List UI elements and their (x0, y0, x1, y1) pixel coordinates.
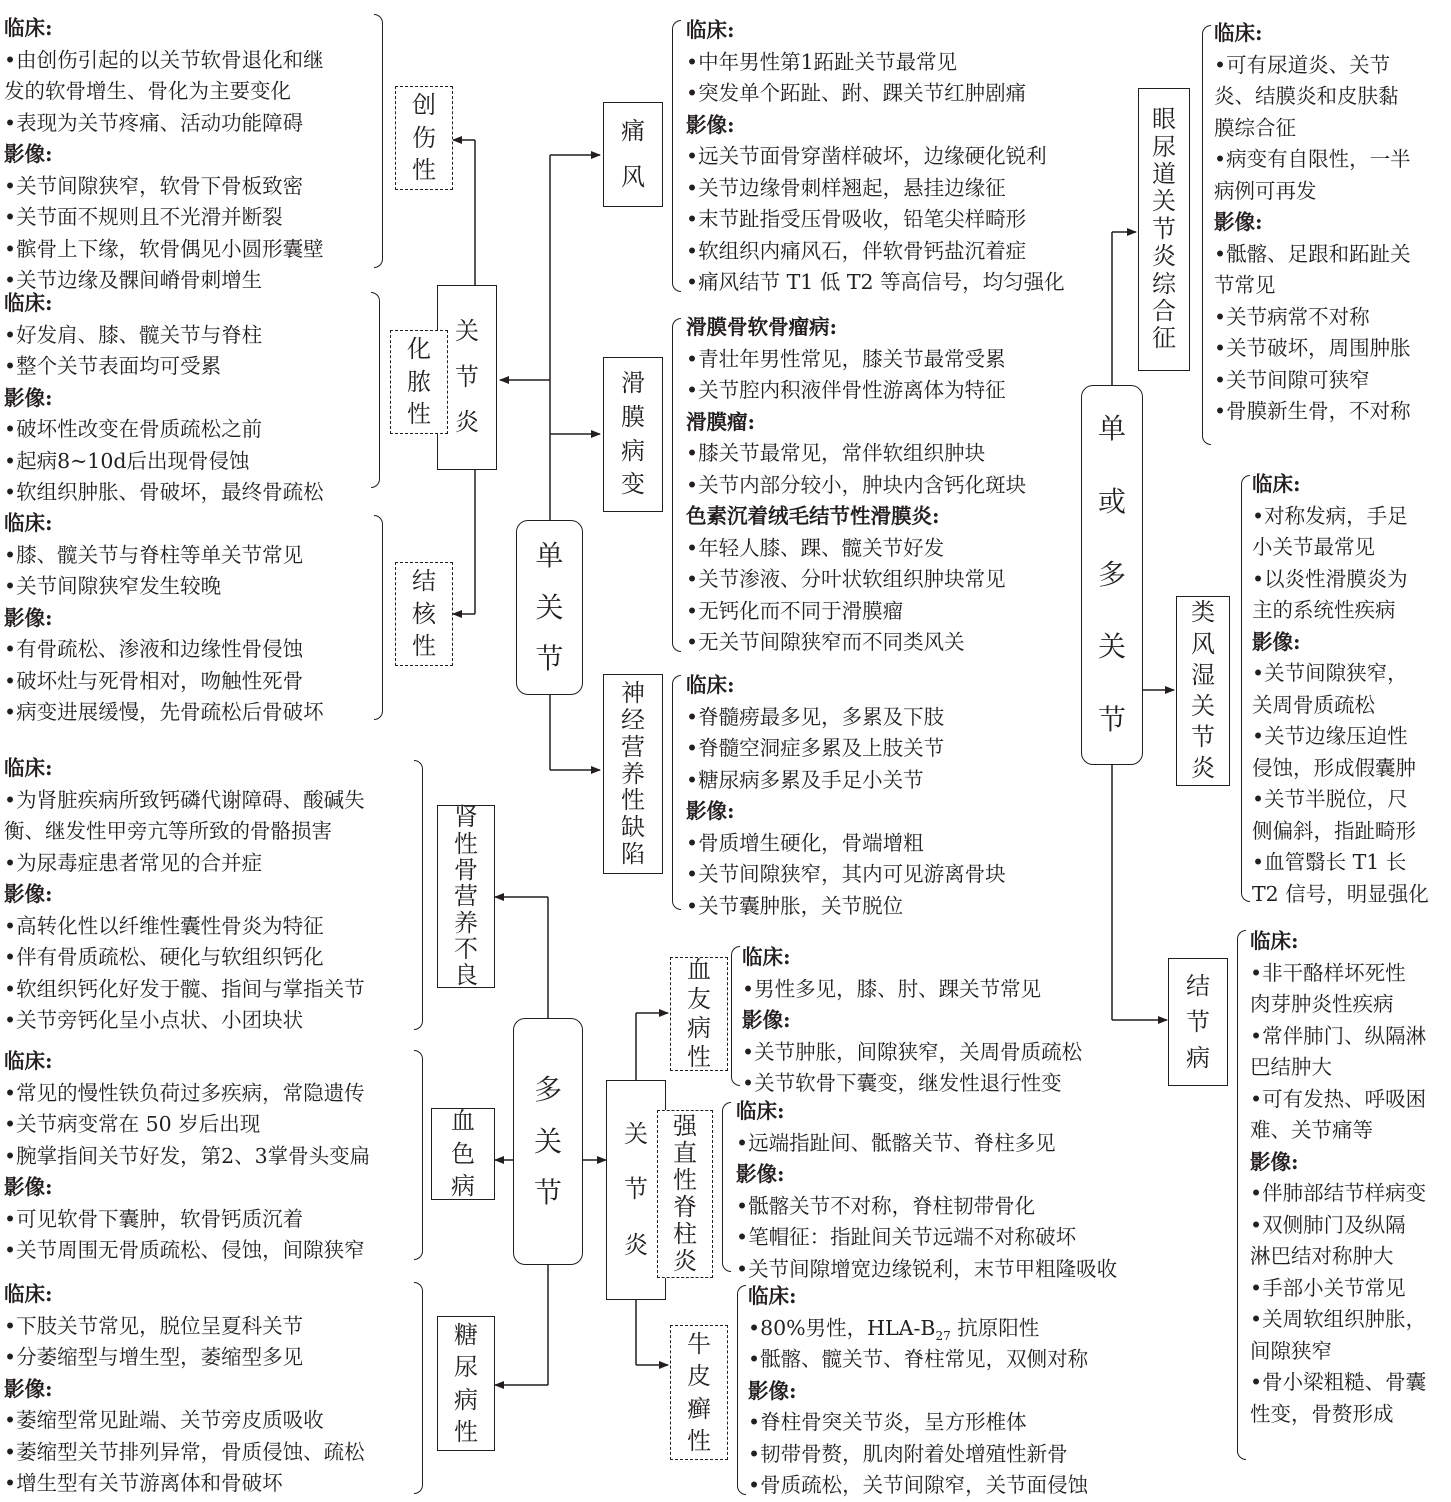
node-traumatic: 创 伤 性 (395, 86, 453, 190)
node-tuberculous: 结 核 性 (395, 562, 453, 666)
node-neurotrophic: 神 经 营 养 性 缺 陷 (603, 674, 663, 874)
node-diabetic: 糖 尿 病 性 (437, 1316, 495, 1451)
text-reiter: 临床: •可有尿道炎、关节 炎、结膜炎和皮肤黏 膜综合征 •病变有自限性，一半 病例可再发 影像: •骶髂、足跟和跖趾关 节常见 •关节病常不对称 •关节破坏，周围肿胀 •关节间隙可狭窄 •骨膜新生骨，不对称 (1214, 21, 1411, 423)
brace-diabetic (414, 1282, 423, 1494)
text-rheumatoid: 临床: •对称发病，手足 小关节最常见 •以炎性滑膜炎为 主的系统性疾病 影像: •关节间隙狭窄， 关周骨质疏松 •关节边缘压迫性 侵蚀，形成假囊肿 •关节半脱位，尺 侧偏斜，指趾畸形 •血管翳长 T1 长 T2 信号，明显强化 (1252, 472, 1429, 906)
brace-ankylosing (722, 1102, 731, 1272)
brace-hemophilic (731, 946, 740, 1086)
node-rheumatoid: 类 风 湿 关 节 炎 (1176, 596, 1230, 786)
brace-psoriatic (737, 1285, 746, 1495)
node-arthritis-left: 关 节 炎 (437, 285, 497, 470)
node-arthritis-mid: 关 节 炎 (606, 1080, 666, 1300)
node-psoriatic: 牛 皮 癣 性 (670, 1325, 728, 1460)
brace-hemochromatosis (414, 1050, 423, 1260)
text-purulent: 临床: •好发肩、膝、髋关节与脊柱 •整个关节表面均可受累 影像: •破坏性改变在骨质疏松之前 •起病8~10d后出现骨侵蚀 •软组织肿胀、骨破坏，最终骨疏松 (4, 291, 324, 504)
text-diabetic: 临床: •下肢关节常见，脱位呈夏科关节 •分萎缩型与增生型，萎缩型多见 影像: •萎缩型常见趾端、关节旁皮质吸收 •萎缩型关节排列异常，骨质侵蚀、疏松 •增生型有关节游离体和骨破坏 (4, 1282, 365, 1495)
node-reiter: 眼 尿 道 关 节 炎 综 合 征 (1138, 88, 1190, 371)
text-hemochromatosis: 临床: •常见的慢性铁负荷过多疾病，常隐遗传 •关节病变常在 50 岁后出现 •腕掌指间关节好发，第2、3掌骨头变扁 影像: •可见软骨下囊肿，软骨钙质沉着 •关节周围无骨质疏松、侵蚀，间隙狭窄 (4, 1049, 371, 1262)
node-synovial: 滑 膜 病 变 (603, 357, 663, 512)
brace-traumatic (374, 14, 383, 268)
node-single-joint: 单 关 节 (516, 520, 583, 695)
brace-purulent (371, 292, 380, 488)
node-ankylosing: 强 直 性 脊 柱 炎 (657, 1110, 713, 1278)
node-sarcoidosis: 结 节 病 (1168, 958, 1228, 1086)
text-neurotrophic: 临床: •脊髓痨最多见，多累及下肢 •脊髓空洞症多累及上肢关节 •糖尿病多累及手足小关节 影像: •骨质增生硬化，骨端增粗 •关节间隙狭窄，其内可见游离骨块 •关节囊肿胀，关节脱位 (686, 673, 1006, 918)
brace-neurotrophic (672, 675, 681, 910)
brace-gout (672, 20, 681, 292)
text-hemophilic: 临床: •男性多见，膝、肘、踝关节常见 影像: •关节肿胀，间隙狭窄，关周骨质疏松 •关节软骨下囊变，继发性退行性变 (742, 945, 1083, 1095)
node-hemophilic: 血 友 病 性 (670, 957, 728, 1071)
text-tuberculous: 临床: •膝、髋关节与脊柱等单关节常见 •关节间隙狭窄发生较晚 影像: •有骨疏松、渗液和边缘性骨侵蚀 •破坏灶与死骨相对，吻触性死骨 •病变进展缓慢，先骨疏松后骨破坏 (4, 511, 324, 724)
brace-rheumatoid (1241, 475, 1250, 902)
brace-synovial (672, 318, 681, 652)
text-gout: 临床: •中年男性第1跖趾关节最常见 •突发单个跖趾、跗、踝关节红肿剧痛 影像: •远关节面骨穿凿样破坏，边缘硬化锐利 •关节边缘骨刺样翘起，悬挂边缘征 •末节趾指受压骨吸收，铅笔尖样畸形 •软组织内痛风石，伴软骨钙盐沉着症 •痛风结节 T1 低 T2 等高信号，均匀强化 (686, 18, 1065, 294)
node-hemochromatosis: 血 色 病 (431, 1108, 495, 1200)
node-multi-joint: 多 关 节 (513, 1018, 583, 1265)
text-renal: 临床: •为肾脏疾病所致钙磷代谢障碍、酸碱失 衡、继发性甲旁亢等所致的骨骼损害 •为尿毒症患者常见的合并症 影像: •高转化性以纤维性囊性骨炎为特征 •伴有骨质疏松、硬化与软组织钙化 •软组织钙化好发于髋、指间与掌指关节 •关节旁钙化呈小点状、小团块状 (4, 756, 365, 1032)
node-renal: 肾 性 骨 营 养 不 良 (437, 805, 495, 988)
text-psoriatic: 临床: •80%男性，HLA-$B_{27}$ 抗原阳性 •骶髂、髋关节、脊柱常见，双侧对称 影像: •脊柱骨突关节炎，呈方形椎体 •韧带骨赘，肌肉附着处增殖性新骨 •骨质疏松，关节间隙窄，关节面侵蚀 (748, 1284, 1089, 1497)
text-synovial: 滑膜骨软骨瘤病: •青壮年男性常见，膝关节最常受累 •关节腔内积液伴骨性游离体为特征 滑膜瘤: •膝关节最常见，常伴软组织肿块 •关节内部分较小，肿块内含钙化斑块 色素沉着绒毛结节性滑膜炎: •年轻人膝、踝、髋关节好发 •关节渗液、分叶状软组织肿块常见 •无钙化而不同于滑膜瘤 •无关节间隙狭窄而不同类风关 (686, 315, 1027, 654)
node-single-or-multi: 单 或 多 关 节 (1081, 385, 1143, 765)
node-gout: 痛 风 (603, 102, 663, 207)
text-ankylosing: 临床: •远端指趾间、骶髂关节、脊柱多见 影像: •骶髂关节不对称，脊柱韧带骨化 •笔帽征：指趾间关节远端不对称破坏 •关节间隙增宽边缘锐利，末节甲粗隆吸收 (736, 1099, 1118, 1281)
text-sarcoidosis: 临床: •非干酪样坏死性 肉芽肿炎性疾病 •常伴肺门、纵隔淋 巴结肿大 •可有发热、呼吸困 难、关节痛等 影像: •伴肺部结节样病变 •双侧肺门及纵隔 淋巴结对称肿大 •手部小关节常见 •关周软组织肿胀， 间隙狭窄 •骨小梁粗糙、骨囊 性变，骨赘形成 (1250, 929, 1427, 1426)
brace-tuberculous (374, 515, 383, 720)
brace-renal (414, 760, 423, 1030)
brace-reiter (1202, 25, 1211, 445)
text-traumatic: 临床: •由创伤引起的以关节软骨退化和继 发的软骨增生、骨化为主要变化 •表现为关节疼痛、活动功能障碍 影像: •关节间隙狭窄，软骨下骨板致密 •关节面不规则且不光滑并断裂 •髌骨上下缘，软骨偶见小圆形囊壁 •关节边缘及髁间嵴骨刺增生 (4, 16, 324, 292)
brace-sarcoidosis (1237, 930, 1246, 1460)
node-purulent: 化 脓 性 (390, 330, 448, 434)
